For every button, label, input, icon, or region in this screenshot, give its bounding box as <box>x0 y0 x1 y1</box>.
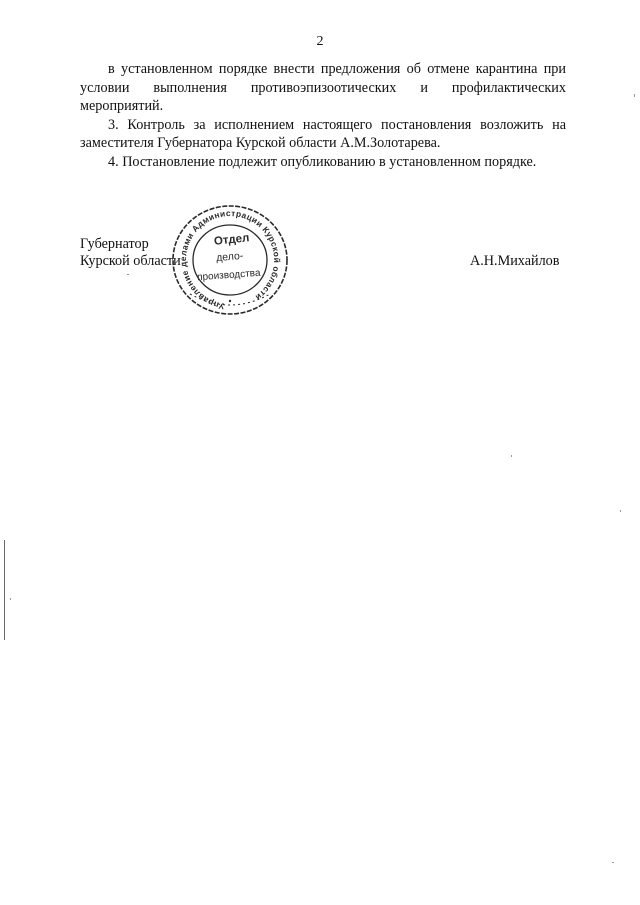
paragraph-quarantine-cancel: в установленном порядке внести предложения об отмене карантина при условии выполнения противоэпизоотических и профилактических мероприятий. <box>80 61 566 114</box>
scan-speck <box>10 598 11 600</box>
scan-speck <box>511 455 512 457</box>
signatory-title-line2: Курской области <box>80 253 181 269</box>
page-number: 2 <box>316 34 324 49</box>
stamp-center-dot <box>229 300 231 302</box>
stamp-center-line1: Отдел <box>213 232 250 248</box>
scan-speck <box>620 510 621 512</box>
stamp-center-line2: дело- <box>215 249 244 265</box>
scan-speck <box>127 274 129 275</box>
scan-edge-mark <box>4 540 5 640</box>
stamp-ring-text: Управление делами Администрации Курской области <box>177 207 283 312</box>
signatory-title-line1: Губернатор <box>80 236 149 252</box>
official-stamp-icon <box>166 198 294 318</box>
scan-speck <box>634 94 635 97</box>
stamp-center-line3: производства <box>196 267 261 284</box>
paragraph-publication: 4. Постановление подлежит опубликованию в установленном порядке. <box>108 153 537 170</box>
document-body <box>80 60 566 171</box>
signatory-name: А.Н.Михайлов <box>470 253 560 269</box>
scan-speck <box>612 862 614 863</box>
paragraph-control: 3. Контроль за исполнением настоящего постановления возложить на заместителя Губернатора Курской области А.М.Золотарева. <box>80 116 566 151</box>
